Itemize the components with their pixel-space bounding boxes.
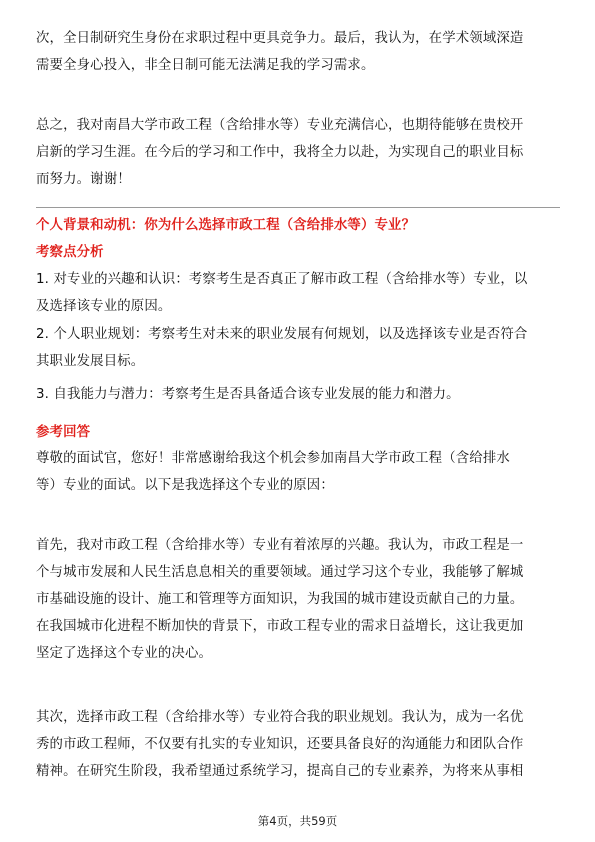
section-divider — [36, 207, 560, 208]
answer-greeting-line: 等）专业的面试。以下是我选择这个专业的原因： — [36, 478, 334, 493]
analysis-point: 及选择该专业的原因。 — [36, 299, 172, 314]
question-title: 个人背景和动机：你为什么选择市政工程（含给排水等）专业？ — [36, 218, 416, 233]
page-number: 第4页，共59页 — [257, 814, 338, 828]
intro-line: 需要全身心投入，非全日制可能无法满足我的学习需求。 — [36, 58, 375, 73]
analysis-point: 其职业发展目标。 — [36, 354, 145, 369]
conclusion-line: 启新的学习生涯。在今后的学习和工作中，我将全力以赴，为实现自己的职业目标 — [36, 145, 524, 160]
answer-paragraph-line: 在我国城市化进程不断加快的背景下，市政工程专业的需求日益增长，这让我更加 — [36, 619, 524, 634]
answer-paragraph-line: 首先，我对市政工程（含给排水等）专业有着浓厚的兴趣。我认为，市政工程是一 — [36, 538, 524, 553]
answer-paragraph-line: 市基础设施的设计、施工和管理等方面知识，为我国的城市建设贡献自己的力量。 — [36, 592, 524, 607]
conclusion-line: 总之，我对南昌大学市政工程（含给排水等）专业充满信心，也期待能够在贵校开 — [36, 118, 524, 133]
intro-line: 次，全日制研究生身份在求职过程中更具竞争力。最后，我认为，在学术领域深造 — [36, 31, 524, 46]
analysis-point: 2. 个人职业规划：考察考生对未来的职业发展有何规划，以及选择该专业是否符合 — [36, 327, 528, 342]
answer-paragraph-line: 坚定了选择这个专业的决心。 — [36, 646, 213, 661]
analysis-point: 1. 对专业的兴趣和认识：考察考生是否真正了解市政工程（含给排水等）专业，以 — [36, 272, 528, 287]
analysis-heading: 考察点分析 — [36, 245, 104, 260]
conclusion-line: 而努力。谢谢！ — [36, 172, 131, 187]
answer-greeting-line: 尊敬的面试官，您好！非常感谢给我这个机会参加南昌大学市政工程（含给排水 — [36, 451, 510, 466]
answer-paragraph-line: 其次，选择市政工程（含给排水等）专业符合我的职业规划。我认为，成为一名优 — [36, 710, 524, 725]
analysis-point: 3. 自我能力与潜力：考察考生是否具备适合该专业发展的能力和潜力。 — [36, 387, 460, 402]
answer-paragraph-line: 秀的市政工程师，不仅要有扎实的专业知识，还要具备良好的沟通能力和团队合作 — [36, 737, 524, 752]
answer-heading: 参考回答 — [36, 425, 91, 440]
answer-paragraph-line: 精神。在研究生阶段，我希望通过系统学习，提高自己的专业素养，为将来从事相 — [36, 764, 524, 779]
answer-paragraph-line: 个与城市发展和人民生活息息相关的重要领域。通过学习这个专业，我能够了解城 — [36, 565, 524, 580]
